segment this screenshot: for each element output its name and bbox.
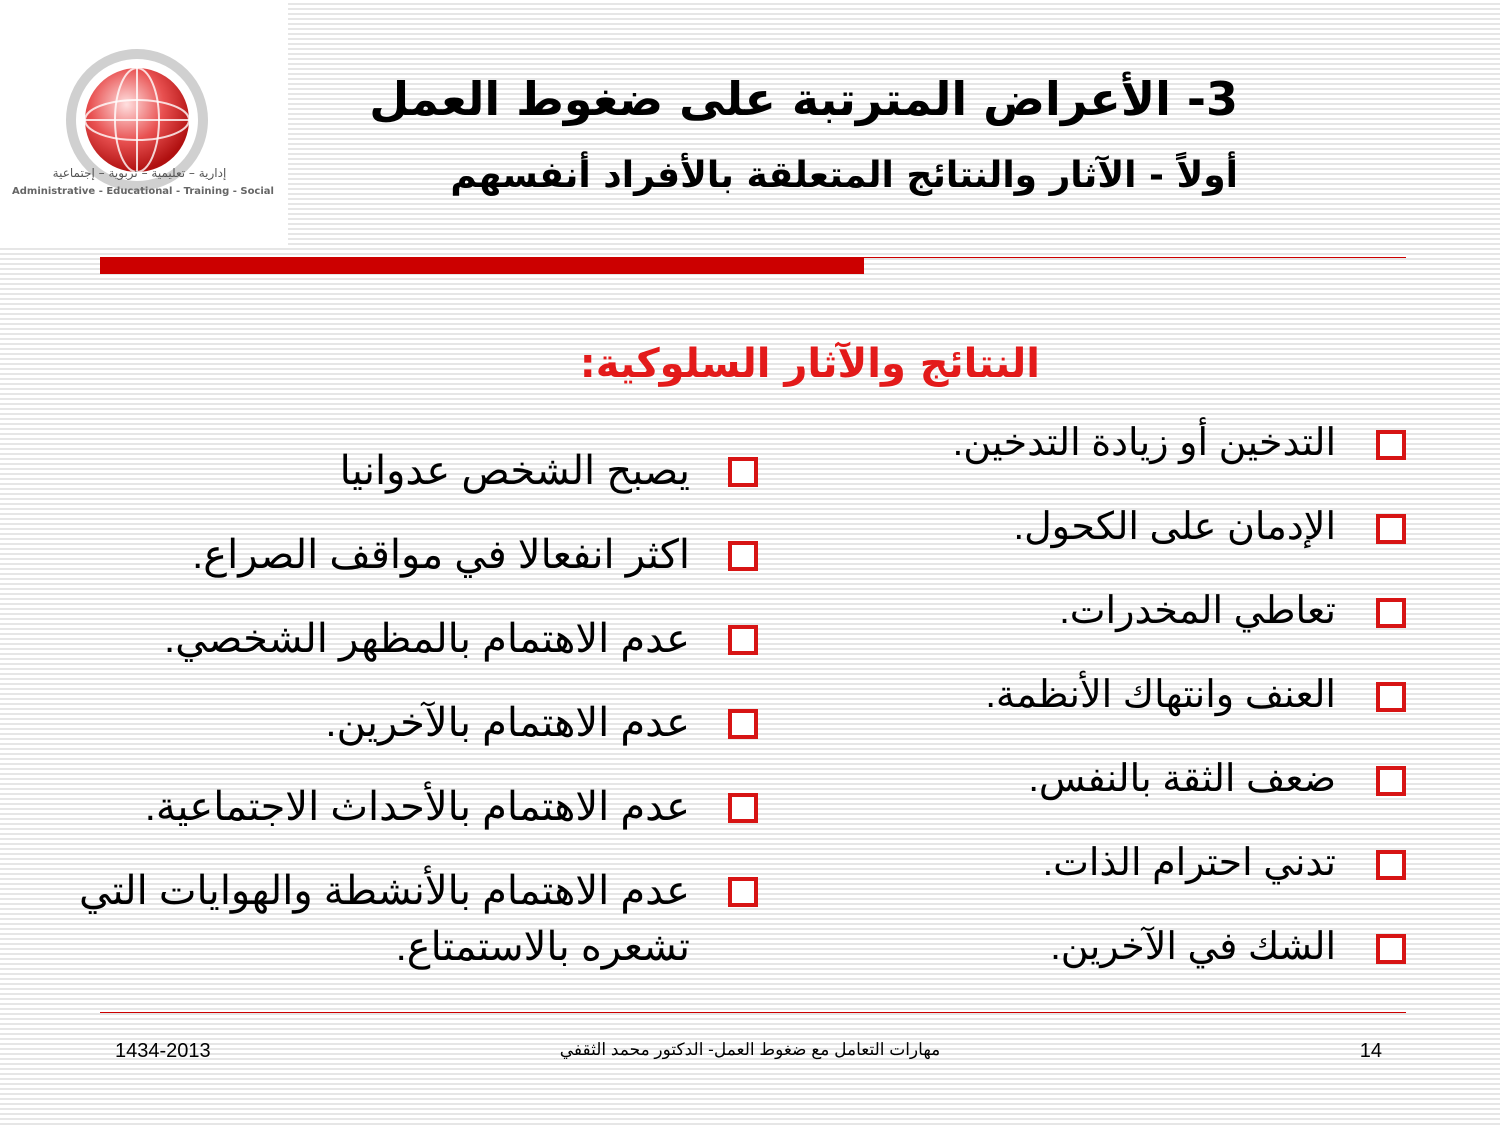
list-item: [846, 670, 1406, 754]
list-item-text: تعاطي المخدرات.: [1059, 590, 1336, 632]
logo: [0, 0, 288, 245]
list-item-text: الشك في الآخرين.: [1050, 926, 1336, 968]
list-item: [60, 695, 760, 751]
list-item-text: تدني احترام الذات.: [1042, 842, 1336, 884]
checkbox-bullet-icon: [728, 541, 758, 571]
list-item: [60, 443, 760, 499]
checkbox-bullet-icon: [728, 457, 758, 487]
logo-english-tagline: Administrative - Educational - Training - Social: [12, 186, 274, 197]
checkbox-bullet-icon: [1376, 430, 1406, 460]
list-item: [846, 502, 1406, 586]
slide-subtitle: أولاً - الآثار والنتائج المتعلقة بالأفراد أنفسهم: [450, 155, 1238, 196]
page-number: 14: [1359, 1040, 1382, 1062]
list-item: [846, 838, 1406, 922]
list-item-text: ضعف الثقة بالنفس.: [1028, 758, 1336, 800]
list-item-text: عدم الاهتمام بالآخرين.: [325, 701, 690, 745]
logo-arabic-tagline: إدارية – تعليمية – تربوية – إجتماعية: [52, 166, 227, 180]
checkbox-bullet-icon: [1376, 850, 1406, 880]
list-item-text: عدم الاهتمام بالأنشطة والهوايات التي تشعره بالاستمتاع.: [79, 869, 690, 969]
list-item-text: اكثر انفعالا في مواقف الصراع.: [192, 533, 690, 577]
list-item: [846, 922, 1406, 1006]
list-item: [846, 418, 1406, 502]
list-item: [60, 611, 760, 667]
list-item: [846, 754, 1406, 838]
list-item: [60, 863, 760, 975]
checkbox-bullet-icon: [1376, 514, 1406, 544]
slide-title: 3- الأعراض المترتبة على ضغوط العمل: [369, 72, 1238, 126]
checkbox-bullet-icon: [728, 625, 758, 655]
checkbox-bullet-icon: [1376, 682, 1406, 712]
right-bullet-list: [846, 418, 1406, 1006]
checkbox-bullet-icon: [1376, 934, 1406, 964]
footer-divider: [100, 1012, 1406, 1013]
checkbox-bullet-icon: [1376, 598, 1406, 628]
checkbox-bullet-icon: [1376, 766, 1406, 796]
list-item-text: عدم الاهتمام بالمظهر الشخصي.: [163, 617, 690, 661]
checkbox-bullet-icon: [728, 793, 758, 823]
list-item-text: الإدمان على الكحول.: [1013, 506, 1336, 548]
list-item-text: العنف وانتهاك الأنظمة.: [985, 674, 1336, 716]
list-item: [60, 527, 760, 583]
checkbox-bullet-icon: [728, 709, 758, 739]
left-bullet-list: [60, 443, 760, 1003]
list-item: [846, 586, 1406, 670]
list-item-text: التدخين أو زيادة التدخين.: [952, 422, 1336, 464]
section-heading: النتائج والآثار السلوكية:: [579, 341, 1040, 387]
checkbox-bullet-icon: [728, 877, 758, 907]
title-divider-thick: [100, 257, 864, 274]
list-item: [60, 779, 760, 835]
footer-caption: مهارات التعامل مع ضغوط العمل- الدكتور محمد الثقفي: [559, 1040, 941, 1059]
list-item-text: عدم الاهتمام بالأحداث الاجتماعية.: [144, 785, 690, 829]
footer-date: 1434-2013: [115, 1040, 211, 1062]
list-item-text: يصبح الشخص عدوانيا: [339, 449, 690, 493]
